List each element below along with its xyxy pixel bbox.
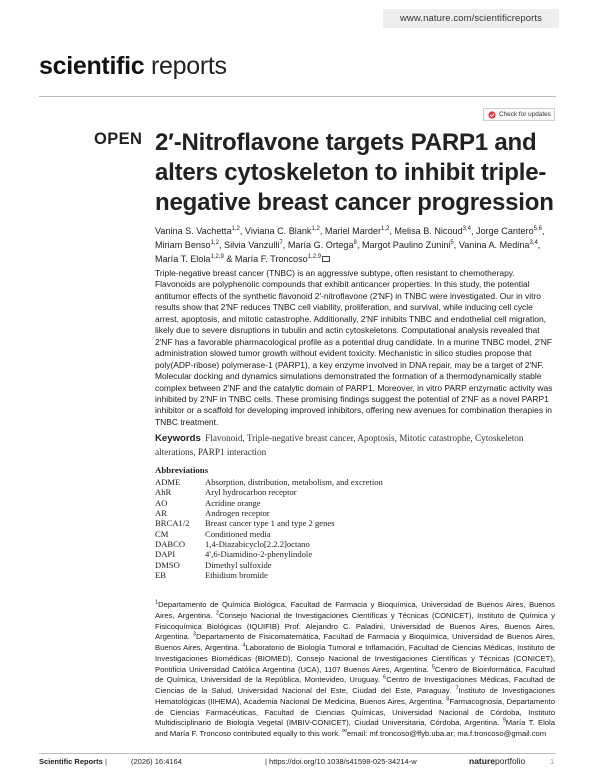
abstract: Triple-negative breast cancer (TNBC) is an aggressive subtype, often resistant to chemotherapy. Flavonoids are polyphenolic compounds that exhibit anticancer properties. In this study, the potential antitumor effects of the synthetic flavonoid 2′-nitroflavone (2′NF) in TNBC were investigated. Our in vitro results show that 2′NF reduces TNBC cell viability, proliferation, and survival, while inducing cell cycle arrest, apoptosis, and mitotic catastrophe. Additionally, 2′NF inhibits TNBC and endothelial cell migration, likely due to severe disruptions in tubulin and actin cytoskeletons. Computational analysis revealed that 2′NF has a favorable pharmacological profile as a potential drug candidate. In a murine TNBC model, 2′NF administration slowed tumor growth without evident toxicity. Mechanistic in silico studies propose that poly(ADP-ribose) polymerase-1 (PARP1), a key enzyme involved in DNA repair, may be a target of 2′NF. Molecular docking and dynamics simulations demonstrated the formation of a thermodynamically stable complex between 2′NF and the catalytic domain of PARP1. Moreover, in vitro PARP enzymatic activity was inhibited by 2′NF in TNBC cells. These promising findings suggest the potential of 2′NF as a novel PARP1 inhibitor or a scaffold for developing improved inhibitors, offering new avenues for combination therapies in TNBC treatment. — [155, 268, 553, 427]
author-affiliation-ref: 3,4 — [529, 240, 538, 247]
author-name[interactable]: María G. Ortega — [287, 240, 354, 251]
abbreviation-definition: 1,4-Diazabicyclo[2.2.2]octano — [205, 539, 310, 550]
publisher-logo-bold: nature — [469, 756, 495, 766]
abbreviation-row — [155, 539, 555, 549]
check-for-updates-button[interactable] — [483, 108, 555, 121]
abbreviation-row — [155, 498, 555, 508]
affiliation-number: 8 — [446, 696, 450, 703]
abbreviation-row — [155, 477, 555, 487]
abbreviations — [155, 465, 555, 580]
affiliation-text: Consejo Nacional de Investigaciones Científicas y Técnicas (CONICET), Instituto de Química y Fisicoquímica Biológicas (IQUIFIB) Prof. Alejandro C. Paladini, Universidad de Buenos Aires, Buenos Aires, Argentina. — [155, 610, 556, 642]
affiliation-number: 2 — [215, 610, 219, 617]
author-name[interactable]: Silvia Vanzulli — [224, 240, 280, 251]
author-affiliation-ref: 3,4 — [462, 225, 471, 232]
abbreviation-definition: Androgen receptor — [205, 508, 270, 519]
author-name[interactable]: Miriam Benso — [155, 240, 211, 251]
publisher-logo — [469, 756, 525, 766]
journal-logo-light: reports — [151, 52, 227, 80]
abbreviation-definition: Ethidium bromide — [205, 570, 268, 581]
abbreviation-term: AhR — [155, 487, 172, 498]
abbreviation-term: EB — [155, 570, 166, 581]
page-footer — [39, 757, 556, 769]
journal-url[interactable]: www.nature.com/scientificreports — [383, 9, 559, 28]
abbreviation-row — [155, 518, 555, 528]
affiliation-number: 1 — [155, 599, 159, 606]
affiliation-text: Departamento de Fisicomatemática, Facultad de Farmacia y Bioquímica, Universidad de Buenos Aires, Buenos Aires, Argentina. — [155, 632, 555, 652]
abbreviation-term: AO — [155, 497, 168, 508]
author-name[interactable]: María F. Troncoso — [234, 254, 308, 265]
footer-divider — [39, 753, 556, 754]
keywords-label: Keywords — [155, 433, 201, 444]
affiliation-number: 3 — [192, 631, 196, 638]
author-affiliation-ref: 1,2 — [380, 225, 390, 232]
abbreviation-definition: Aryl hydrocarbon receptor — [205, 487, 297, 498]
author-name[interactable]: Melisa B. Nicoud — [394, 226, 463, 236]
affiliation-number: 7 — [455, 685, 459, 692]
header-divider — [39, 96, 556, 97]
author-affiliation-ref: 1,2 — [210, 240, 219, 247]
author-name[interactable]: Jorge Cantero — [476, 226, 534, 236]
author-name[interactable]: Viviana C. Blank — [244, 226, 312, 236]
abbreviation-definition: Conditioned media — [205, 528, 271, 539]
affiliation-text: Departamento de Química Biológica, Facultad de Farmacia y Bioquímica, Universidad de Buenos Aires, Buenos Aires, Argentina. — [155, 600, 555, 620]
abbreviations-heading: Abbreviations — [155, 465, 209, 475]
abbreviation-definition: Absorption, distribution, metabolism, and excretion — [205, 477, 383, 487]
affiliation-text: Centro de Bioinformática, Facultad de Química, Universidad de la República, Montevideo, Uruguay. — [155, 664, 555, 685]
author-name[interactable]: Vanina A. Medina — [458, 240, 530, 251]
envelope-icon[interactable] — [322, 256, 330, 262]
journal-logo-bold: scientific — [39, 52, 145, 80]
abbreviation-definition: Dimethyl sulfoxide — [205, 559, 272, 570]
abbreviation-row — [155, 529, 555, 539]
author-affiliation-ref: 1,2 — [311, 225, 320, 232]
author-list: Vanina S. Vachetta$^{1,2}$, Viviana C. Blank$^{1,2}$, Mariel Marder$^{1,2}$, Melisa B. Nicoud$^{3,4}$, Jorge Cantero$^{5,6}$, Miriam Benso$^{1,2}$, Silvia Vanzulli$^7$, María G. Ortega$^8$, Margot Paulino Zunini$^5$, Vanina A. Medina$^{3,4}$, María T. Elola$^{1,2,9}$ & María F. Troncoso$^{1,2,9}$ — [155, 225, 545, 265]
keywords-list: Flavonoid, Triple-negative breast cancer, Apoptosis, Mitotic catastrophe, Cytoskeleton alterations, PARP1 interaction — [155, 433, 524, 457]
abbreviation-row — [155, 508, 555, 518]
abbreviation-term: DABCO — [155, 539, 186, 550]
page-number: 1 — [550, 757, 555, 766]
abbreviation-row — [155, 560, 555, 570]
check-for-updates-label: Check for updates — [499, 111, 551, 118]
journal-logo[interactable] — [39, 50, 227, 82]
open-access-label: OPEN — [94, 130, 143, 148]
author-name[interactable]: Margot Paulino Zunini — [361, 240, 451, 251]
author-affiliation-ref: 5,6 — [533, 225, 543, 232]
author-affiliation-ref: 1,2 — [231, 225, 240, 232]
abbreviation-term: CM — [155, 528, 169, 539]
affiliation-text: Laboratorio de Biología Tumoral e Inflamación, Facultad de Ciencias Médicas, Instituto de Investigaciones Biomédicas (BIOMED), Consejo Nacional de Investigaciones Científicas y Técnicas (CONICET), Pontificia Universidad Católica Argentina (UCA), 1107 Buenos Aires, Argentina. — [155, 643, 555, 674]
author-affiliation-ref: 1,2,9 — [210, 254, 224, 261]
keywords — [155, 432, 560, 458]
footer-doi-link[interactable]: | https://doi.org/10.1038/s41598-025-34214-w — [265, 757, 417, 766]
abbreviation-definition: 4′,6-Diamidino-2-phenylindole — [205, 549, 313, 560]
footer-citation: (2026) 16:4164 — [131, 757, 182, 766]
abbreviation-row — [155, 549, 555, 559]
abbreviation-definition: Breast cancer type 1 and type 2 genes — [205, 518, 335, 529]
abbreviation-row — [155, 570, 555, 580]
footer-separator: | — [105, 757, 107, 766]
affiliation-text: Centro de Investigaciones Médicas, Facultad de Ciencias de la Salud, Universidad Nacional del Este, Ciudad del Este, Paraguay. — [155, 675, 555, 695]
author-name[interactable]: María T. Elola — [155, 254, 211, 265]
affiliation-text: Instituto de Investigaciones Hematológicas (IIHEMA), Academia Nacional De Medicina, Buenos Aires, Argentina. — [155, 686, 556, 706]
author-name[interactable]: Mariel Marder — [324, 226, 381, 236]
affiliations — [155, 600, 555, 740]
crossmark-icon — [488, 111, 496, 119]
author-affiliation-ref: 1,2,9 — [307, 254, 322, 261]
affiliation-text: email: mf.troncoso@ffyb.uba.ar; ma.f.troncoso@gmail.com — [346, 729, 547, 738]
abbreviation-term: ADME — [155, 477, 181, 487]
affiliation-number: 5 — [431, 663, 435, 670]
abbreviation-term: DMSO — [155, 559, 180, 570]
author-and: & — [223, 254, 235, 265]
affiliation-number: 4 — [242, 642, 246, 649]
footer-journal: Scientific Reports — [39, 757, 103, 766]
affiliation-number: 9 — [502, 717, 506, 724]
abbreviation-row — [155, 487, 555, 497]
author-affiliation-ref: 8 — [353, 240, 357, 247]
abbreviation-term: DAPI — [155, 549, 176, 560]
publisher-logo-light: portfolio — [494, 756, 526, 766]
abbreviation-term: BRCA1/2 — [155, 518, 190, 529]
article-title: 2′-Nitroflavone targets PARP1 and alters cytoskeleton to inhibit triple-negative breast cancer progression — [155, 129, 554, 216]
affiliation-text: Farmacognosia, Departamento de Ciencias Farmacéuticas, Facultad de Ciencias Químicas, Universidad Nacional de Córdoba, Instituto Multidisciplinario de Biología Vegetal (IMBIV-CONICET), Ciudad Universitaria, Córdoba, Argentina. — [155, 696, 556, 728]
affiliation-number: ✉ — [342, 728, 347, 735]
author-affiliation-ref: 7 — [279, 240, 283, 247]
author-name[interactable]: Vanina S. Vachetta — [155, 226, 232, 236]
author-affiliation-ref: 5 — [450, 240, 454, 247]
affiliation-text: María T. Elola and María F. Troncoso contributed equally to this work. — [155, 718, 555, 738]
affiliation-number: 6 — [383, 674, 387, 681]
abbreviation-term: AR — [155, 508, 167, 519]
abbreviation-definition: Acridine orange — [205, 497, 261, 508]
